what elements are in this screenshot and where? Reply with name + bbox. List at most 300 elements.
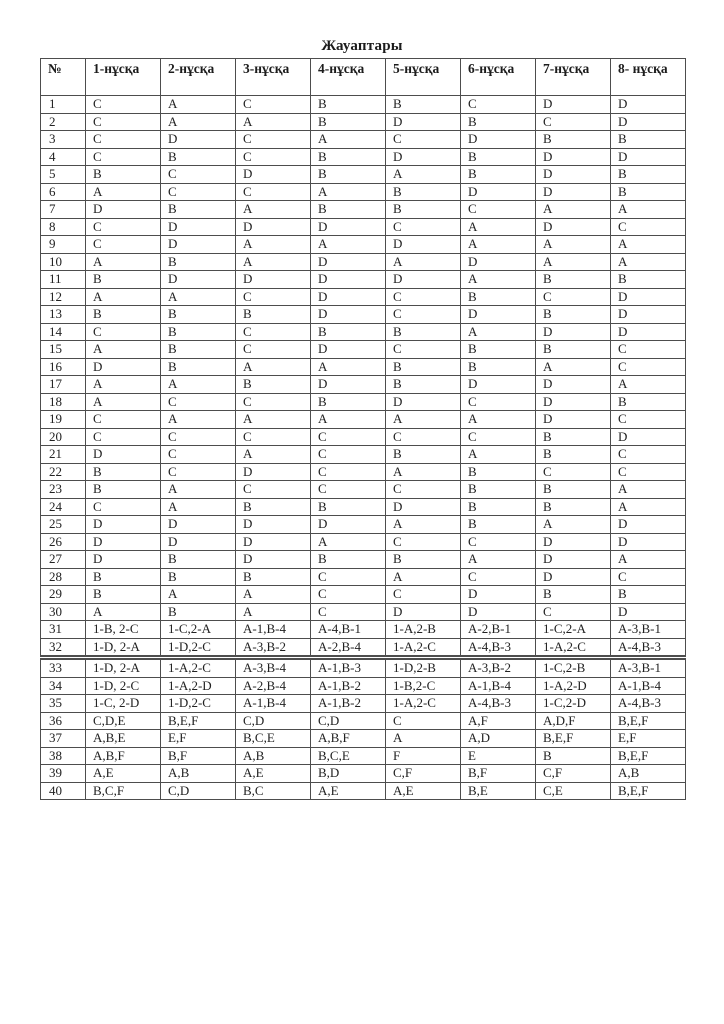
answer-cell: A,E [311, 782, 386, 800]
answer-cell: E [461, 747, 536, 765]
answer-cell: D [311, 516, 386, 534]
answer-cell: C [236, 131, 311, 149]
answer-cell: A [461, 218, 536, 236]
answer-cell: C [386, 218, 461, 236]
answer-cell: D [536, 183, 611, 201]
table-row [41, 113, 686, 131]
answer-cell: B [161, 341, 236, 359]
row-number: 26 [41, 533, 86, 551]
row-number: 12 [41, 288, 86, 306]
answer-cell: A-4,B-3 [461, 638, 536, 658]
answer-cell: D [236, 533, 311, 551]
answer-cell: 1-B,2-C [386, 677, 461, 695]
answer-cell: 1-C,2-A [161, 621, 236, 639]
answer-cell: B [86, 166, 161, 184]
answer-cell: A-1,B-4 [236, 621, 311, 639]
answer-cell: B,F [461, 765, 536, 783]
table-row [41, 271, 686, 289]
answer-cell: A,E [236, 765, 311, 783]
answer-cell: B [311, 393, 386, 411]
answer-cell: A [86, 393, 161, 411]
table-row [41, 638, 686, 658]
answer-cell: B,E [461, 782, 536, 800]
column-header-variant: 7-нұсқа [536, 59, 611, 96]
answer-cell: B [536, 498, 611, 516]
row-number: 23 [41, 481, 86, 499]
answer-cell: A [161, 481, 236, 499]
answer-cell: D [536, 568, 611, 586]
row-number: 13 [41, 306, 86, 324]
answer-cell: A [161, 411, 236, 429]
answer-cell: B [86, 481, 161, 499]
answer-cell: A,B [236, 747, 311, 765]
table-row [41, 551, 686, 569]
table-row [41, 621, 686, 639]
answer-cell: A,B,F [311, 730, 386, 748]
answer-cell: A [386, 568, 461, 586]
answer-cell: B,C [236, 782, 311, 800]
answer-cell: A [536, 253, 611, 271]
answer-cell: A [86, 183, 161, 201]
answer-cell: D [86, 201, 161, 219]
answer-cell: A,B [161, 765, 236, 783]
answer-cell: B [311, 96, 386, 114]
answer-cell: D [461, 253, 536, 271]
answer-cell: D [86, 551, 161, 569]
answer-cell: A [236, 411, 311, 429]
table-row [41, 411, 686, 429]
answer-cell: B [611, 166, 686, 184]
answer-cell: D [236, 271, 311, 289]
column-header-variant: 6-нұсқа [461, 59, 536, 96]
table-row [41, 463, 686, 481]
answer-cell: A [86, 253, 161, 271]
answer-cell: D [161, 218, 236, 236]
row-number: 24 [41, 498, 86, 516]
table-row [41, 747, 686, 765]
answer-cell: D [86, 516, 161, 534]
row-number: 9 [41, 236, 86, 254]
answer-cell: D [611, 603, 686, 621]
answer-cell: 1-C,2-B [536, 658, 611, 678]
answer-cell: A [236, 253, 311, 271]
answer-cell: A-1,B-2 [311, 677, 386, 695]
answer-cell: B,C,F [86, 782, 161, 800]
answer-cell: 1-C,2-D [536, 695, 611, 713]
table-row [41, 695, 686, 713]
row-number: 15 [41, 341, 86, 359]
answer-cell: A [536, 236, 611, 254]
answer-cell: A-1,B-4 [611, 677, 686, 695]
answer-cell: C [461, 533, 536, 551]
answer-cell: C [386, 712, 461, 730]
table-row [41, 393, 686, 411]
answer-cell: C [161, 183, 236, 201]
answer-cell: A [161, 498, 236, 516]
answer-cell: A-3,B-1 [611, 621, 686, 639]
answer-cell: B [161, 306, 236, 324]
answer-cell: A [86, 288, 161, 306]
answer-cell: A,F [461, 712, 536, 730]
row-number: 31 [41, 621, 86, 639]
answer-cell: C,D [236, 712, 311, 730]
answer-cell: C [86, 113, 161, 131]
answer-cell: B [461, 341, 536, 359]
answer-cell: D [311, 306, 386, 324]
answer-cell: D [461, 306, 536, 324]
answer-cell: B [311, 166, 386, 184]
answer-cell: C [86, 236, 161, 254]
answer-cell: A [461, 323, 536, 341]
row-number: 17 [41, 376, 86, 394]
answer-cell: C [311, 568, 386, 586]
table-row [41, 730, 686, 748]
column-header-variant: 2-нұсқа [161, 59, 236, 96]
answer-cell: B [611, 586, 686, 604]
column-header-variant: 1-нұсқа [86, 59, 161, 96]
answer-cell: B [386, 358, 461, 376]
answer-cell: C [386, 288, 461, 306]
answer-cell: 1-D, 2-A [86, 658, 161, 678]
answer-cell: C [461, 201, 536, 219]
answer-cell: D [536, 96, 611, 114]
answer-cell: A-3,B-1 [611, 658, 686, 678]
answer-cell: A,B,F [86, 747, 161, 765]
row-number: 10 [41, 253, 86, 271]
answer-cell: C [86, 218, 161, 236]
row-number: 19 [41, 411, 86, 429]
answer-cell: B,E,F [611, 782, 686, 800]
answer-cell: C [86, 498, 161, 516]
column-header-variant: 8- нұсқа [611, 59, 686, 96]
answer-cell: A [161, 113, 236, 131]
answer-cell: C [461, 428, 536, 446]
answer-cell: B [86, 306, 161, 324]
row-number: 21 [41, 446, 86, 464]
answer-cell: A [236, 586, 311, 604]
answer-cell: B [236, 568, 311, 586]
answer-cell: A [386, 516, 461, 534]
answer-cell: A,B,E [86, 730, 161, 748]
answer-cell: D [611, 96, 686, 114]
row-number: 34 [41, 677, 86, 695]
answer-cell: C [386, 131, 461, 149]
row-number: 2 [41, 113, 86, 131]
answer-cell: B [161, 551, 236, 569]
answer-cell: B [311, 113, 386, 131]
answer-cell: B [386, 323, 461, 341]
table-row [41, 358, 686, 376]
row-number: 36 [41, 712, 86, 730]
row-number: 20 [41, 428, 86, 446]
answer-cell: A-2,B-4 [311, 638, 386, 658]
answer-cell: 1-A,2-B [386, 621, 461, 639]
answer-cell: A [536, 358, 611, 376]
answer-cell: A [461, 236, 536, 254]
answers-table [40, 58, 686, 800]
row-number: 25 [41, 516, 86, 534]
answer-cell: D [161, 236, 236, 254]
answer-cell: D [536, 323, 611, 341]
row-number: 33 [41, 658, 86, 678]
row-number: 32 [41, 638, 86, 658]
answer-cell: B,C,E [236, 730, 311, 748]
answer-cell: A [236, 113, 311, 131]
answer-cell: A [386, 166, 461, 184]
answer-cell: C [386, 481, 461, 499]
answer-cell: C [236, 393, 311, 411]
answer-cell: D [611, 288, 686, 306]
table-row [41, 341, 686, 359]
answer-cell: E,F [161, 730, 236, 748]
answer-cell: A [311, 131, 386, 149]
answer-cell: A [236, 236, 311, 254]
answer-cell: D [611, 533, 686, 551]
answer-cell: A [611, 236, 686, 254]
answer-cell: B [611, 183, 686, 201]
answer-cell: A [236, 603, 311, 621]
answer-cell: C,E [536, 782, 611, 800]
answer-cell: D [86, 358, 161, 376]
answer-cell: A [386, 253, 461, 271]
table-row [41, 306, 686, 324]
answer-cell: 1-A,2-D [536, 677, 611, 695]
answer-cell: D [386, 148, 461, 166]
answer-cell: B [461, 288, 536, 306]
answer-cell: C [461, 568, 536, 586]
answer-cell: A [161, 586, 236, 604]
answer-cell: D [536, 533, 611, 551]
answer-cell: A-1,B-4 [236, 695, 311, 713]
row-number: 8 [41, 218, 86, 236]
answer-cell: B [461, 148, 536, 166]
row-number: 27 [41, 551, 86, 569]
answer-cell: C [386, 586, 461, 604]
answer-cell: 1-A,2-C [386, 638, 461, 658]
answer-cell: D [311, 253, 386, 271]
answer-cell: C [311, 603, 386, 621]
table-row [41, 148, 686, 166]
answer-cell: C [461, 393, 536, 411]
table-row [41, 481, 686, 499]
answer-cell: F [386, 747, 461, 765]
answer-cell: B [161, 568, 236, 586]
answer-cell: B [461, 358, 536, 376]
answer-cell: B [461, 113, 536, 131]
answer-cell: A-2,B-4 [236, 677, 311, 695]
answer-cell: B [311, 498, 386, 516]
table-row [41, 236, 686, 254]
table-row [41, 253, 686, 271]
answer-cell: B [86, 586, 161, 604]
answer-cell: C [536, 113, 611, 131]
answer-cell: 1-D,2-C [161, 695, 236, 713]
row-number: 5 [41, 166, 86, 184]
answer-cell: A-3,B-2 [236, 638, 311, 658]
answer-cell: B [386, 183, 461, 201]
answer-cell: D [536, 166, 611, 184]
answer-cell: D [386, 236, 461, 254]
answer-cell: B,E,F [161, 712, 236, 730]
answer-cell: A,E [386, 782, 461, 800]
answer-cell: B [536, 306, 611, 324]
answer-cell: A [461, 271, 536, 289]
answer-cell: A-3,B-2 [461, 658, 536, 678]
table-row [41, 498, 686, 516]
table-row [41, 533, 686, 551]
answer-cell: A [86, 603, 161, 621]
answer-cell: A-4,B-1 [311, 621, 386, 639]
answer-cell: A [386, 463, 461, 481]
answer-cell: 1-D,2-B [386, 658, 461, 678]
answer-cell: C [611, 358, 686, 376]
answer-cell: C [611, 218, 686, 236]
column-header-number: № [41, 59, 86, 96]
answer-cell: D [461, 586, 536, 604]
answer-cell: C [611, 568, 686, 586]
answer-cell: C,D [311, 712, 386, 730]
answer-cell: 1-A,2-C [161, 658, 236, 678]
table-row [41, 131, 686, 149]
answer-cell: B [611, 131, 686, 149]
answer-cell: C [386, 341, 461, 359]
answer-cell: A [536, 516, 611, 534]
answer-cell: C [311, 428, 386, 446]
answer-cell: B [536, 428, 611, 446]
answer-cell: A-1,B-3 [311, 658, 386, 678]
answer-cell: B [386, 96, 461, 114]
row-number: 40 [41, 782, 86, 800]
answer-cell: C [611, 341, 686, 359]
answer-cell: E,F [611, 730, 686, 748]
answer-cell: C [461, 96, 536, 114]
answer-cell: 1-D, 2-A [86, 638, 161, 658]
table-row [41, 96, 686, 114]
answer-cell: D [236, 218, 311, 236]
page-title: Жауаптары [321, 38, 403, 54]
answer-cell: B,D [311, 765, 386, 783]
answer-cell: C [311, 481, 386, 499]
row-number: 18 [41, 393, 86, 411]
row-number: 11 [41, 271, 86, 289]
answer-cell: D [386, 393, 461, 411]
row-number: 7 [41, 201, 86, 219]
answer-cell: C [236, 323, 311, 341]
answer-cell: C [311, 463, 386, 481]
row-number: 30 [41, 603, 86, 621]
answer-cell: C [311, 586, 386, 604]
answer-cell: A [311, 411, 386, 429]
answer-cell: D [536, 551, 611, 569]
answer-cell: C [236, 96, 311, 114]
answer-cell: A-4,B-3 [611, 638, 686, 658]
table-row [41, 677, 686, 695]
answer-cell: D [386, 498, 461, 516]
answer-cell: B [461, 481, 536, 499]
table-row [41, 201, 686, 219]
answer-cell: A [86, 376, 161, 394]
answer-cell: D [236, 166, 311, 184]
answer-cell: C [611, 463, 686, 481]
answer-cell: A [236, 358, 311, 376]
answer-cell: A [311, 358, 386, 376]
answer-cell: A [461, 411, 536, 429]
table-row [41, 712, 686, 730]
answer-cell: B,E,F [536, 730, 611, 748]
column-header-variant: 4-нұсқа [311, 59, 386, 96]
answer-cell: C [611, 411, 686, 429]
answer-cell: B [536, 271, 611, 289]
answer-cell: 1-D,2-C [161, 638, 236, 658]
answer-cell: B [86, 463, 161, 481]
table-row [41, 765, 686, 783]
answer-cell: A [386, 730, 461, 748]
row-number: 6 [41, 183, 86, 201]
table-row [41, 782, 686, 800]
answer-cell: A [161, 96, 236, 114]
answer-cell: D [311, 341, 386, 359]
table-row [41, 428, 686, 446]
answer-cell: D [611, 113, 686, 131]
row-number: 22 [41, 463, 86, 481]
answer-cell: A [461, 551, 536, 569]
answer-cell: A-3,B-4 [236, 658, 311, 678]
answer-cell: C [536, 288, 611, 306]
table-row [41, 446, 686, 464]
answer-cell: B [461, 166, 536, 184]
answer-cell: B [86, 271, 161, 289]
answer-cell: A [236, 446, 311, 464]
answer-cell: D [236, 551, 311, 569]
answer-cell: D [161, 271, 236, 289]
answer-cell: C [86, 428, 161, 446]
answer-cell: C,F [536, 765, 611, 783]
answer-cell: A-1,B-4 [461, 677, 536, 695]
answer-cell: C [236, 428, 311, 446]
answer-cell: C [86, 96, 161, 114]
answer-cell: A [611, 498, 686, 516]
answer-cell: B [311, 148, 386, 166]
answer-cell: 1-A,2-C [536, 638, 611, 658]
answer-cell: C [536, 463, 611, 481]
answer-cell: B [236, 498, 311, 516]
answer-cell: D [236, 463, 311, 481]
answer-cell: C [236, 481, 311, 499]
answer-cell: C [386, 428, 461, 446]
row-number: 39 [41, 765, 86, 783]
answer-cell: D [161, 516, 236, 534]
row-number: 1 [41, 96, 86, 114]
table-row [41, 218, 686, 236]
answer-cell: B [236, 376, 311, 394]
answer-cell: 1-A,2-C [386, 695, 461, 713]
answer-cell: C [386, 306, 461, 324]
answer-cell: A [611, 376, 686, 394]
answer-cell: B [311, 201, 386, 219]
answer-cell: B [611, 271, 686, 289]
answer-cell: A-2,B-1 [461, 621, 536, 639]
answer-cell: A [311, 183, 386, 201]
answer-cell: A-4,B-3 [461, 695, 536, 713]
answer-cell: A [311, 533, 386, 551]
answer-cell: C [236, 148, 311, 166]
answer-cell: C [611, 446, 686, 464]
answer-cell: D [386, 113, 461, 131]
table-row [41, 288, 686, 306]
answer-cell: D [86, 533, 161, 551]
table-row [41, 603, 686, 621]
answer-cell: B,C,E [311, 747, 386, 765]
